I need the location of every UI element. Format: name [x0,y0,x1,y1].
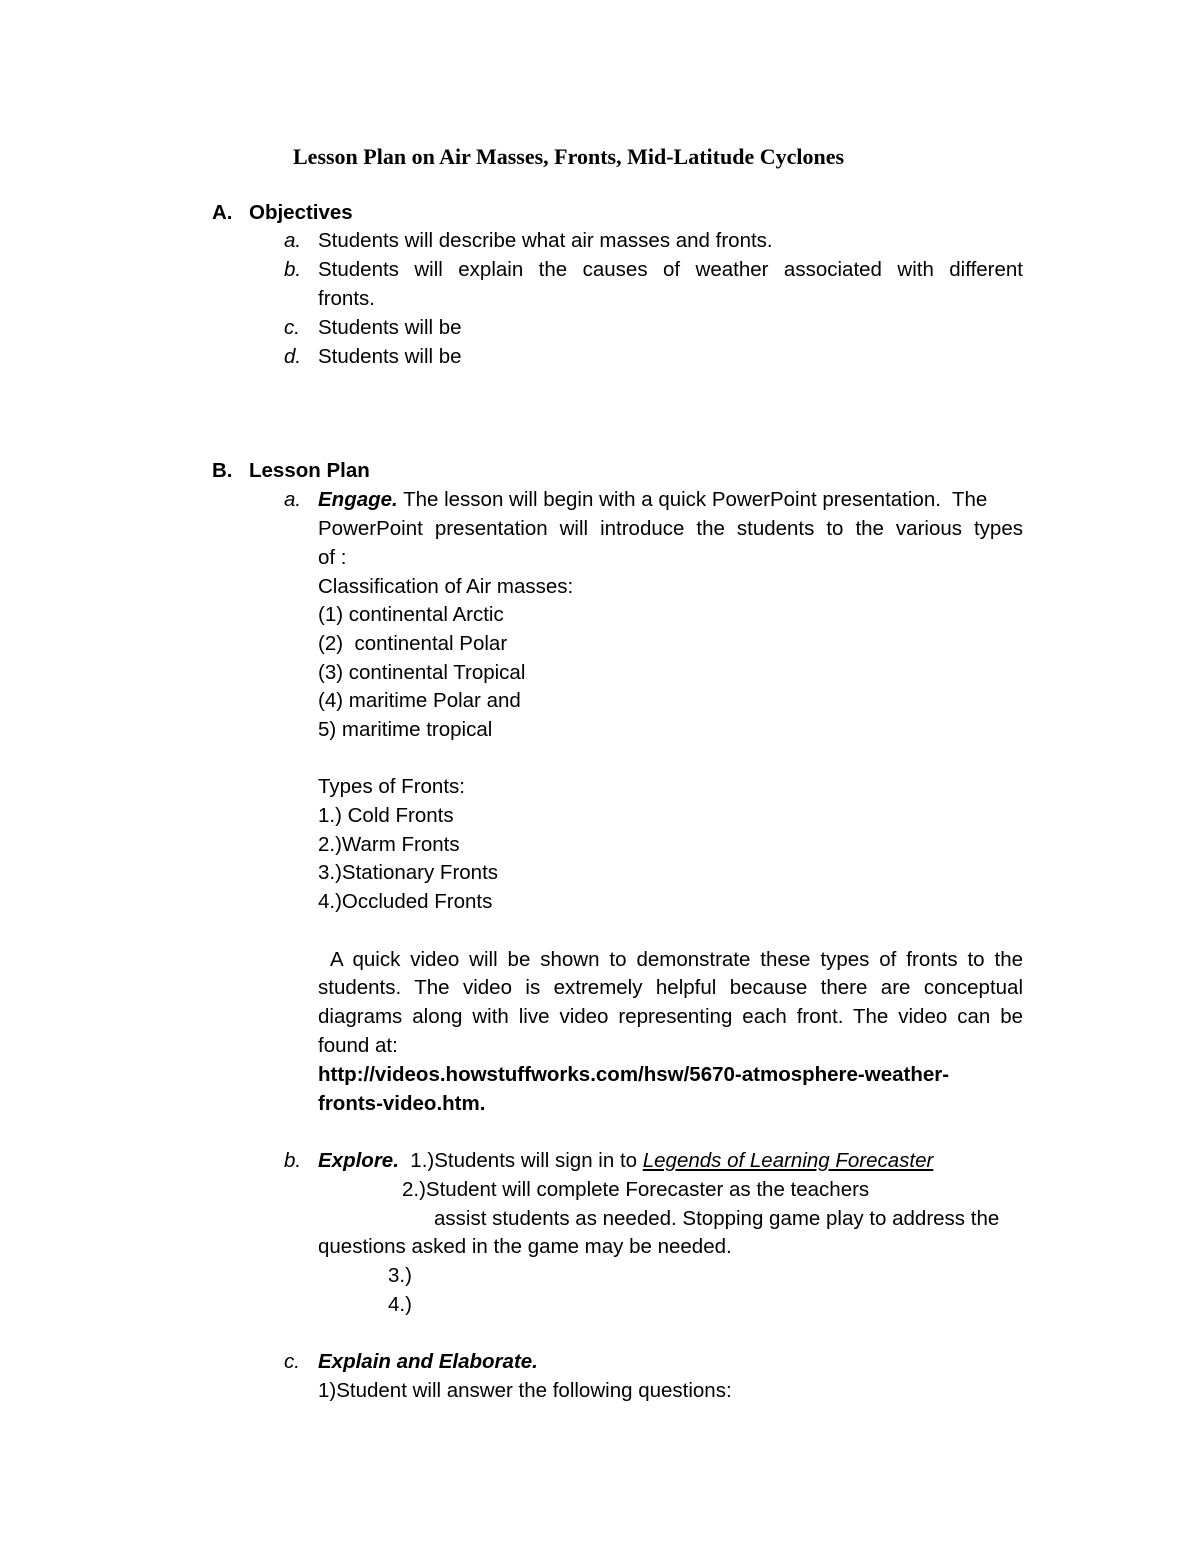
air-mass-item: 5) maritime tropical [318,718,493,741]
objective-marker-a: a. [284,229,302,252]
air-mass-item: (3) continental Tropical [318,661,526,684]
explore-step4: 4.) [388,1293,412,1316]
front-item: 3.)Stationary Fronts [318,861,499,884]
objective-marker-c: c. [284,316,300,339]
video-line1: A quick video will be shown to demonstrate these types of fronts to the [330,948,1023,971]
document-title: Lesson Plan on Air Masses, Fronts, Mid-Latitude Cyclones [293,144,845,169]
objective-marker-d: d. [284,345,302,368]
explore-label: Explore. [318,1149,399,1172]
engage-marker: a. [284,488,302,511]
air-mass-item: (2) continental Polar [318,632,508,655]
engage-line2: PowerPoint presentation will introduce the students to the various types [318,517,1023,540]
fronts-heading: Types of Fronts: [318,775,465,798]
objective-d-text: Students will be [318,345,462,368]
explore-line1 [318,1151,933,1172]
video-url-line1[interactable]: http://videos.howstuffworks.com/hsw/5670-atmosphere-weather- [318,1063,950,1086]
air-mass-item: (4) maritime Polar and [318,689,521,712]
objective-b-line2: fronts. [318,287,375,310]
video-url-line2[interactable]: fronts-video.htm. [318,1092,486,1115]
section-a-heading: Objectives [249,201,353,224]
explore-marker: b. [284,1149,302,1172]
explore-step3: 3.) [388,1264,412,1287]
explain-label: Explain and Elaborate. [318,1350,538,1373]
explore-step2-line2: assist students as needed. Stopping game play to address the [434,1207,1000,1230]
engage-line1 [318,490,987,511]
explain-line1: 1)Student will answer the following questions: [318,1379,732,1402]
engage-label: Engage. [318,488,398,511]
objective-c-text: Students will be [318,316,462,339]
explore-step2: 2.)Student will complete Forecaster as the teachers [402,1178,870,1201]
front-item: 4.)Occluded Fronts [318,890,493,913]
section-a-marker: A. [212,201,233,224]
air-mass-item: (1) continental Arctic [318,603,504,626]
explain-marker: c. [284,1350,300,1373]
video-line2: students. The video is extremely helpful because there are conceptual [318,976,1023,999]
explore-step2-line3: questions asked in the game may be needed. [318,1235,732,1258]
front-item: 2.)Warm Fronts [318,833,460,856]
engage-line1-text: The lesson will begin with a quick PowerPoint presentation. The [397,488,988,511]
video-line3: diagrams along with live video representing each front. The video can be [318,1005,1023,1028]
video-line4: found at: [318,1034,398,1057]
section-b-marker: B. [212,459,233,482]
air-masses-heading: Classification of Air masses: [318,575,574,598]
objective-b-line1: Students will explain the causes of weather associated with different [318,258,1023,281]
objective-a-text: Students will describe what air masses and fronts. [318,229,773,252]
forecaster-link[interactable]: Legends of Learning Forecaster [642,1149,934,1172]
section-b-heading: Lesson Plan [249,459,370,482]
explore-step1-text: 1.)Students will sign in to [410,1149,643,1172]
engage-line3: of : [318,546,347,569]
front-item: 1.) Cold Fronts [318,804,454,827]
objective-marker-b: b. [284,258,302,281]
